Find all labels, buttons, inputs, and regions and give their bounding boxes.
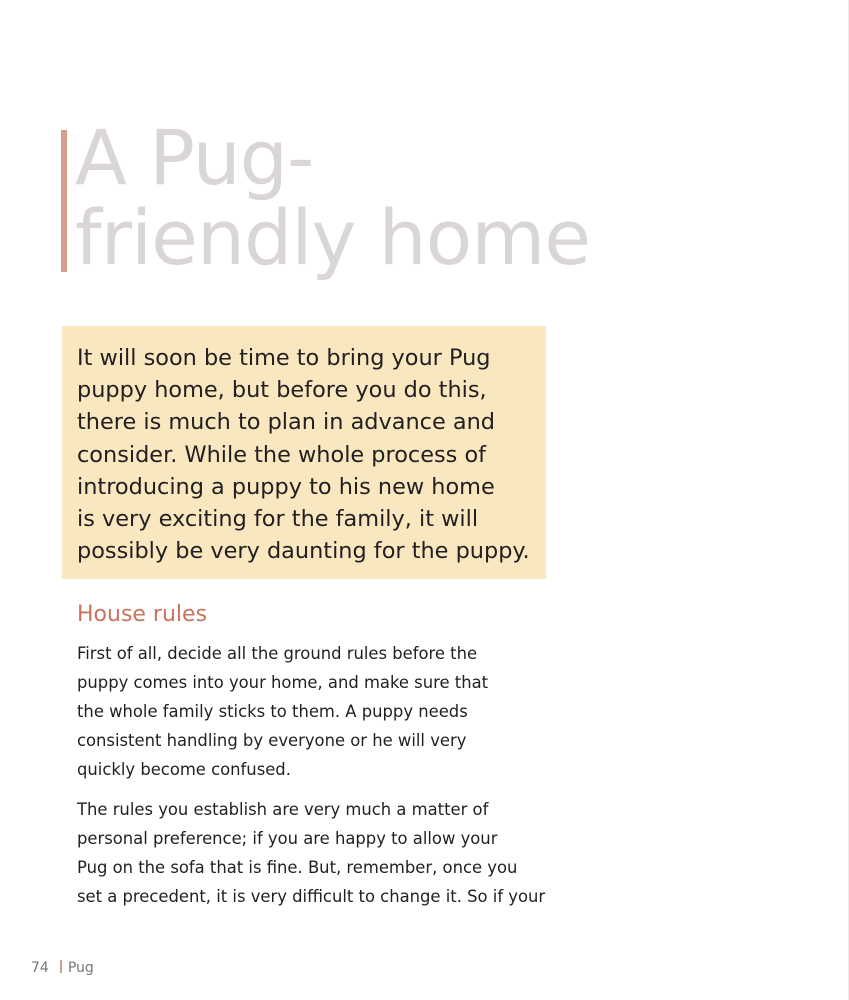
body-line: First of all, decide all the ground rules before the bbox=[77, 644, 478, 663]
body-paragraph-2 bbox=[77, 795, 545, 911]
page-title bbox=[75, 113, 595, 282]
intro-line: is very exciting for the family, it will bbox=[77, 506, 479, 533]
intro-text bbox=[77, 342, 546, 567]
body-line: quickly become confused. bbox=[77, 760, 291, 779]
page-title-line-1: A Pug- bbox=[75, 113, 314, 202]
book-title: Pug bbox=[67, 960, 94, 976]
intro-line: It will soon be time to bring your Pug bbox=[77, 345, 491, 371]
title-accent-bar bbox=[61, 130, 67, 272]
intro-line: there is much to plan in advance and bbox=[77, 409, 495, 436]
intro-box bbox=[62, 326, 546, 579]
footer-separator bbox=[60, 960, 62, 973]
page-footer bbox=[31, 957, 94, 979]
body-line: Pug on the sofa that is fine. But, remember, once you bbox=[77, 858, 518, 877]
body-line: puppy comes into your home, and make sure that bbox=[77, 673, 489, 692]
intro-line: puppy home, but before you do this, bbox=[77, 377, 487, 404]
section-heading-house-rules: House rules bbox=[77, 602, 208, 627]
intro-line: possibly be very daunting for the puppy. bbox=[77, 538, 530, 565]
body-line: the whole family sticks to them. A puppy needs bbox=[77, 702, 468, 721]
body-line: set a precedent, it is very difficult to change it. So if your bbox=[77, 887, 546, 906]
intro-line: consider. While the whole process of bbox=[77, 441, 487, 468]
body-paragraph-1 bbox=[77, 639, 488, 784]
intro-line: introducing a puppy to his new home bbox=[77, 473, 495, 500]
page-title-line-2: friendly home bbox=[75, 193, 590, 282]
body-line: The rules you establish are very much a matter of bbox=[77, 800, 489, 819]
page-number: 74 bbox=[31, 960, 49, 976]
body-line: consistent handling by everyone or he will very bbox=[77, 731, 467, 750]
body-line: personal preference; if you are happy to allow your bbox=[77, 829, 498, 848]
